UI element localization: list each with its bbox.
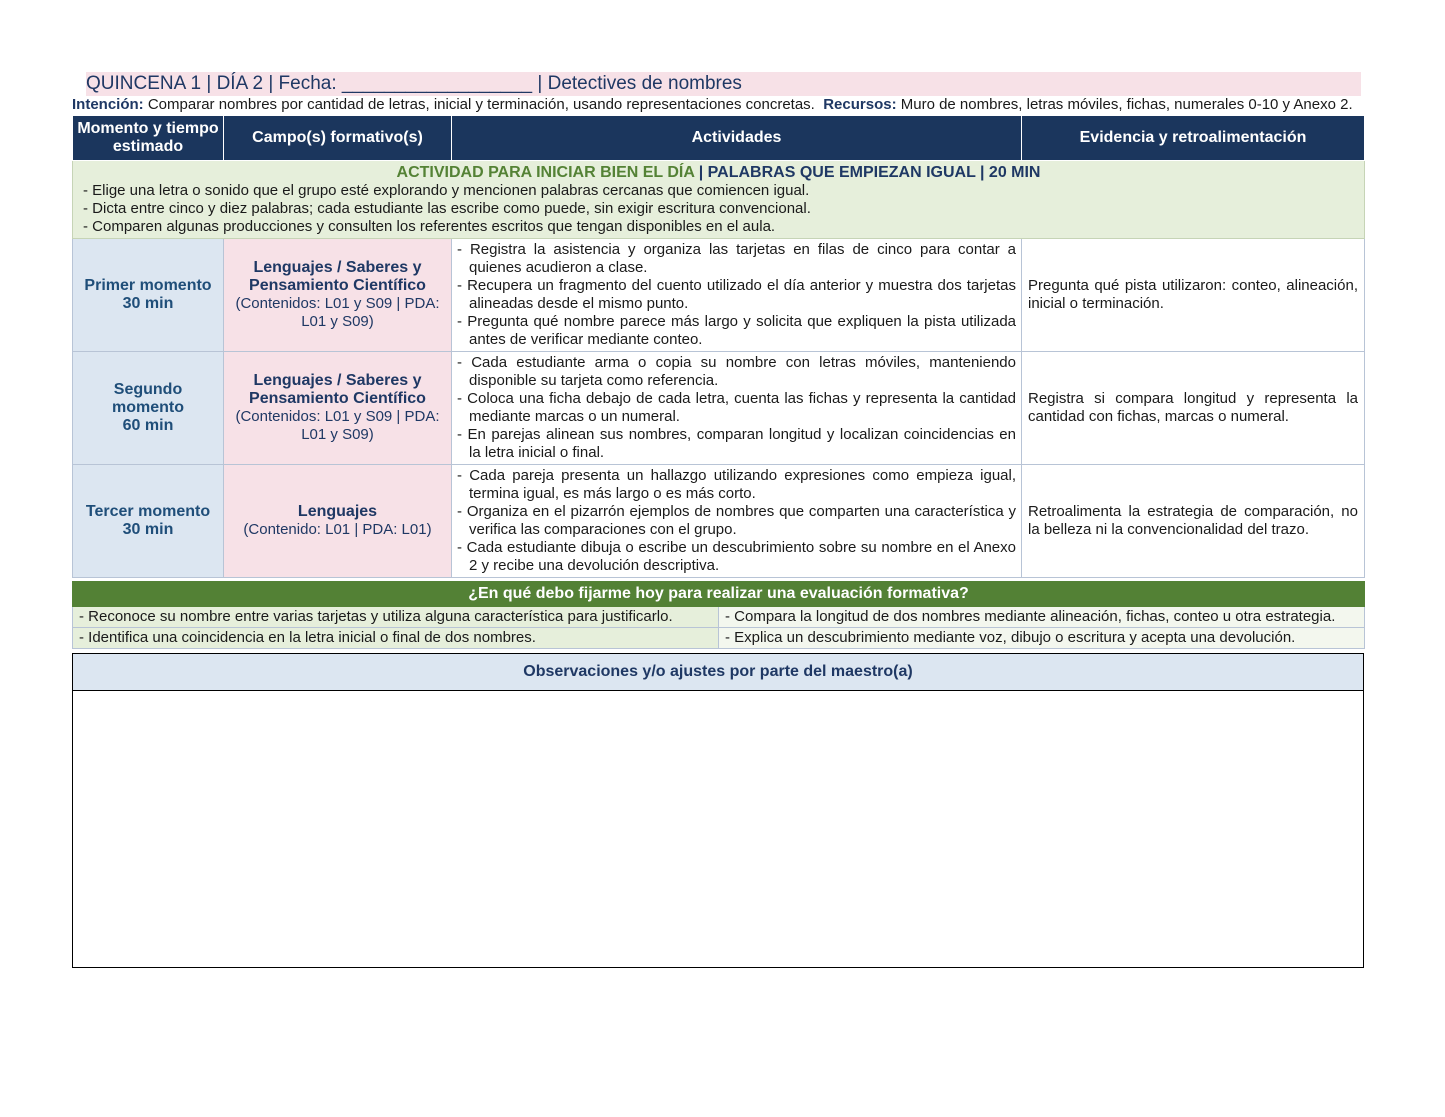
observaciones-body[interactable] <box>73 691 1363 967</box>
formative-item <box>73 628 719 649</box>
recursos-label: Recursos: <box>823 96 897 113</box>
recursos-text: Muro de nombres, letras móviles, fichas, numerales 0-10 y Anexo 2. <box>900 96 1353 113</box>
momento-time: 60 min <box>122 417 174 434</box>
momento-label: Primer momento <box>84 277 212 294</box>
actividad-item: - Cada estudiante arma o copia su nombre con letras móviles, manteniendo disponible su tarjeta como referencia. <box>457 354 1016 389</box>
campo-label: Lenguajes / Saberes y Pensamiento Científico <box>249 372 426 407</box>
actividad-item: - Pregunta qué nombre parece más largo y solicita que expliquen la pista utilizada antes de verificar mediante conteo. <box>457 313 1016 348</box>
start-activity-heading-blue: | PALABRAS QUE EMPIEZAN IGUAL | 20 MIN <box>694 164 1041 181</box>
observaciones-title: Observaciones y/o ajustes por parte del maestro(a) <box>73 654 1363 691</box>
campo-cell <box>224 239 452 352</box>
actividades-cell <box>452 352 1022 465</box>
actividad-item: - Cada pareja presenta un hallazgo utilizando expresiones como empieza igual, termina igual, es más largo o es más corto. <box>457 467 1016 502</box>
start-activity-line: - Dicta entre cinco y diez palabras; cada estudiante las escribe como puede, sin exigir escritura convencional. <box>83 200 811 217</box>
momento-cell <box>73 465 224 578</box>
campo-contenido: (Contenidos: L01 y S09 | PDA: L01 y S09) <box>235 295 440 330</box>
start-activity-row <box>73 161 1365 239</box>
column-header-campo: Campo(s) formativo(s) <box>224 116 452 161</box>
campo-cell <box>224 352 452 465</box>
column-header-actividades: Actividades <box>452 116 1022 161</box>
plan-table <box>72 115 1365 578</box>
formative-item-text: - Identifica una coincidencia en la letra inicial o final de dos nombres. <box>79 629 536 646</box>
table-row <box>73 607 1365 628</box>
start-activity-line: - Comparen algunas producciones y consulten los referentes escritos que tengan disponibles en el aula. <box>83 218 776 235</box>
actividad-item: - Recupera un fragmento del cuento utilizado el día anterior y muestra dos tarjetas alineadas desde el mismo punto. <box>457 277 1016 312</box>
formative-evaluation-title: ¿En qué debo fijarme hoy para realizar una evaluación formativa? <box>73 582 1365 607</box>
campo-cell <box>224 465 452 578</box>
evidencia-cell: Pregunta qué pista utilizaron: conteo, alineación, inicial o terminación. <box>1022 239 1365 352</box>
start-activity-heading-green: ACTIVIDAD PARA INICIAR BIEN EL DÍA <box>396 164 695 181</box>
actividad-item: - Organiza en el pizarrón ejemplos de nombres que comparten una característica y verifica las comparaciones con el grupo. <box>457 503 1016 538</box>
actividades-cell <box>452 239 1022 352</box>
momento-time: 30 min <box>122 521 174 538</box>
campo-contenido: (Contenido: L01 | PDA: L01) <box>243 521 432 538</box>
campo-label: Lenguajes <box>297 503 378 520</box>
formative-item <box>719 628 1365 649</box>
start-activity-cell <box>73 161 1365 239</box>
table-row <box>73 465 1365 578</box>
start-activity-line: - Elige una letra o sonido que el grupo esté explorando y mencionen palabras cercanas que comiencen igual. <box>83 182 810 199</box>
actividad-item: - Coloca una ficha debajo de cada letra, cuenta las fichas y representa la cantidad mediante marcas o un numeral. <box>457 390 1016 425</box>
start-activity-heading <box>83 164 1354 182</box>
page-title: QUINCENA 1 | DÍA 2 | Fecha: __________________ | Detectives de nombres <box>86 72 1361 96</box>
intencion-text: Comparar nombres por cantidad de letras, inicial y terminación, usando representaciones concretas. <box>147 96 815 113</box>
formative-evaluation-table <box>72 581 1365 649</box>
momento-label: Segundo momento <box>112 381 184 416</box>
momento-time: 30 min <box>122 295 174 312</box>
observaciones-box <box>72 653 1364 968</box>
evidencia-cell: Retroalimenta la estrategia de comparación, no la belleza ni la convencionalidad del trazo. <box>1022 465 1365 578</box>
table-row <box>73 239 1365 352</box>
momento-cell <box>73 239 224 352</box>
formative-item-text: - Explica un descubrimiento mediante voz, dibujo o escritura y acepta una devolución. <box>725 629 1296 646</box>
actividades-cell <box>452 465 1022 578</box>
campo-label: Lenguajes / Saberes y Pensamiento Científico <box>249 259 426 294</box>
intencion-label: Intención: <box>72 96 144 113</box>
momento-cell <box>73 352 224 465</box>
actividad-item: - En parejas alinean sus nombres, comparan longitud y localizan coincidencias en la letra inicial o final. <box>457 426 1016 461</box>
actividad-item: - Registra la asistencia y organiza las tarjetas en filas de cinco para contar a quienes acudieron a clase. <box>457 241 1016 276</box>
column-header-momento: Momento y tiempo estimado <box>73 116 224 161</box>
table-row <box>73 628 1365 649</box>
actividad-item: - Cada estudiante dibuja o escribe un descubrimiento sobre su nombre en el Anexo 2 y recibe una devolución descriptiva. <box>457 539 1016 574</box>
campo-contenido: (Contenidos: L01 y S09 | PDA: L01 y S09) <box>235 408 440 443</box>
table-row <box>73 352 1365 465</box>
column-header-evidencia: Evidencia y retroalimentación <box>1022 116 1365 161</box>
momento-label: Tercer momento <box>85 503 211 520</box>
plan-header-row <box>73 116 1365 161</box>
evidencia-cell: Registra si compara longitud y representa la cantidad con fichas, marcas o numeral. <box>1022 352 1365 465</box>
formative-item <box>719 607 1365 628</box>
lesson-plan-page <box>72 72 1364 968</box>
formative-item-text: - Reconoce su nombre entre varias tarjetas y utiliza alguna característica para justificarlo. <box>79 608 673 625</box>
formative-item <box>73 607 719 628</box>
formative-item-text: - Compara la longitud de dos nombres mediante alineación, fichas, conteo u otra estrategia. <box>725 608 1336 625</box>
intro-paragraph <box>72 96 1377 114</box>
